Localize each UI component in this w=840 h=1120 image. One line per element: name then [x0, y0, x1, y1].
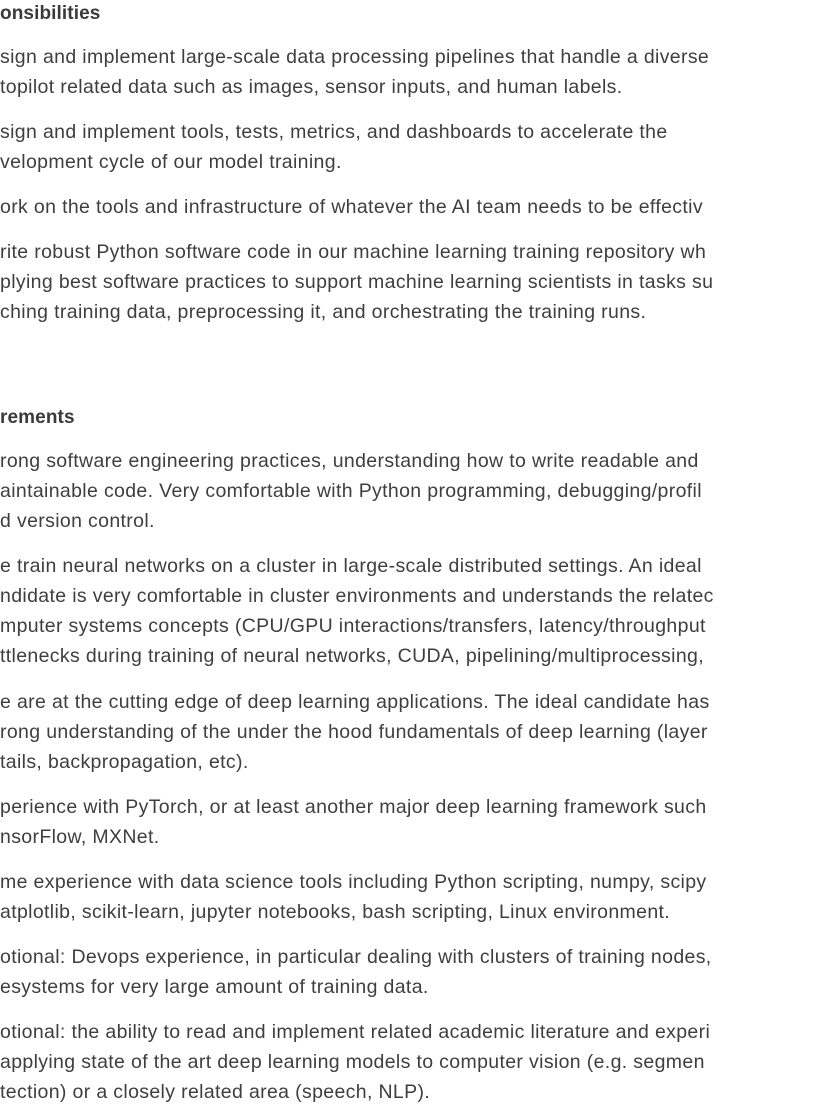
list-item-line: rite robust Python software code in our machine learning training repository wh: [0, 241, 707, 263]
list-item-line: otional: the ability to read and implement related academic literature and experi: [0, 1021, 711, 1043]
list-item-line: d version control.: [0, 510, 155, 532]
list-item-line: rong understanding of the under the hood fundamentals of deep learning (layer: [0, 721, 708, 743]
list-item-line: topilot related data such as images, sensor inputs, and human labels.: [0, 76, 623, 98]
list-item-line: ttlenecks during training of neural networks, CUDA, pipelining/multiprocessing,: [0, 645, 704, 667]
list-item-line: rong software engineering practices, understanding how to write readable and: [0, 450, 699, 472]
list-item-line: mputer systems concepts (CPU/GPU interactions/transfers, latency/throughput: [0, 615, 706, 637]
list-item-line: me experience with data science tools including Python scripting, numpy, scipy: [0, 871, 707, 893]
list-item-line: plying best software practices to support machine learning scientists in tasks su: [0, 271, 714, 293]
list-item-line: esystems for very large amount of training data.: [0, 976, 429, 998]
list-item-line: nsorFlow, MXNet.: [0, 826, 160, 848]
responsibilities-heading: onsibilities: [0, 3, 101, 24]
list-item-line: atplotlib, scikit-learn, jupyter notebooks, bash scripting, Linux environment.: [0, 901, 671, 923]
list-item-line: perience with PyTorch, or at least another major deep learning framework such: [0, 796, 707, 818]
list-item-line: ork on the tools and infrastructure of whatever the AI team needs to be effectiv: [0, 196, 703, 218]
requirements-heading: rements: [0, 407, 75, 428]
list-item-line: sign and implement tools, tests, metrics, and dashboards to accelerate the: [0, 121, 668, 143]
list-item-line: otional: Devops experience, in particular dealing with clusters of training nodes,: [0, 946, 712, 968]
list-item-line: velopment cycle of our model training.: [0, 151, 342, 173]
list-item-line: ching training data, preprocessing it, and orchestrating the training runs.: [0, 301, 647, 323]
list-item-line: applying state of the art deep learning models to computer vision (e.g. segmen: [0, 1051, 705, 1073]
list-item-line: aintainable code. Very comfortable with Python programming, debugging/profil: [0, 480, 702, 502]
list-item-line: tails, backpropagation, etc).: [0, 751, 249, 773]
list-item-line: tection) or a closely related area (speech, NLP).: [0, 1081, 431, 1103]
list-item-line: ndidate is very comfortable in cluster environments and understands the relatec: [0, 585, 714, 607]
list-item-line: sign and implement large-scale data processing pipelines that handle a diverse: [0, 46, 710, 68]
list-item-line: e train neural networks on a cluster in large-scale distributed settings. An ideal: [0, 555, 702, 577]
list-item-line: e are at the cutting edge of deep learning applications. The ideal candidate has: [0, 691, 710, 713]
